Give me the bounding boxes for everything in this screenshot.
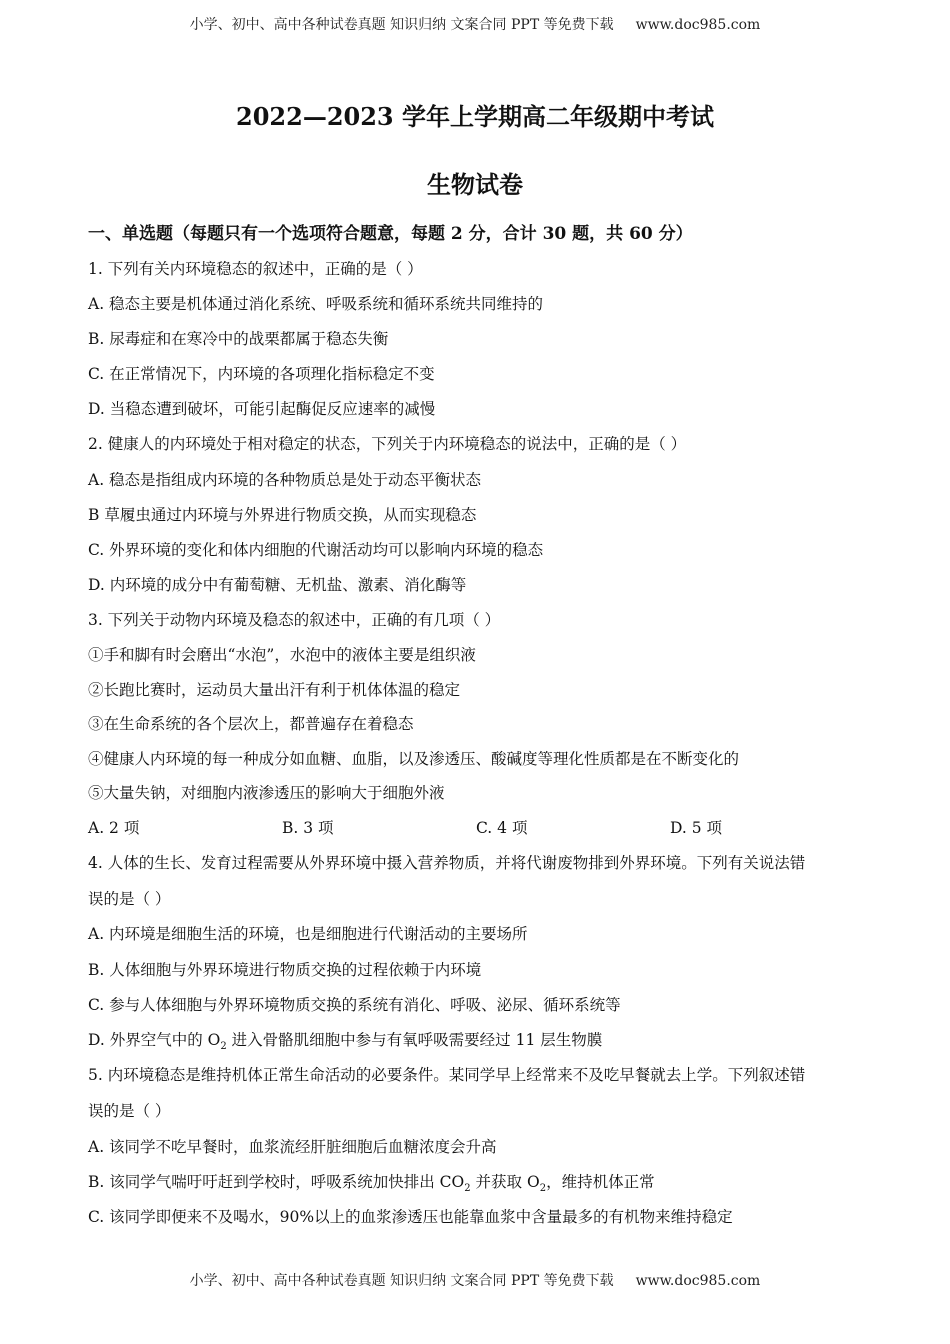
question-2-option-c: C. 外界环境的变化和体内细胞的代谢活动均可以影响内环境的稳态 bbox=[88, 541, 544, 559]
question-5-stem-line-2: 误的是（ ） bbox=[88, 1102, 171, 1120]
question-4-option-d-text-2: 进入骨骼肌细胞中参与有氧呼吸需要经过 11 层生物膜 bbox=[226, 1031, 603, 1049]
question-5-option-b bbox=[88, 1170, 655, 1194]
question-4-stem-line-2: 误的是（ ） bbox=[88, 890, 171, 908]
section-heading: 一、单选题（每题只有一个选项符合题意，每题 2 分，合计 30 题，共 60 分） bbox=[88, 224, 693, 244]
question-4-stem-line-1: 4. 人体的生长、发育过程需要从外界环境中摄入营养物质，并将代谢废物排到外界环境。下列有关说法错 bbox=[88, 854, 806, 872]
footer-site-link[interactable]: www.doc985.com bbox=[635, 1273, 761, 1289]
page-header bbox=[0, 14, 950, 34]
question-3-statement-3: ③在生命系统的各个层次上，都普遍存在着稳态 bbox=[88, 715, 414, 733]
question-3-statement-5: ⑤大量失钠，对细胞内液渗透压的影响大于细胞外液 bbox=[88, 784, 445, 802]
exam-title: 2022—2023 学年上学期高二年级期中考试 bbox=[236, 102, 714, 131]
question-5-option-a: A. 该同学不吃早餐时，血浆流经肝脏细胞后血糖浓度会升高 bbox=[88, 1138, 497, 1156]
question-1-stem: 1. 下列有关内环境稳态的叙述中，正确的是（ ） bbox=[88, 260, 423, 278]
question-2-option-b: B 草履虫通过内环境与外界进行物质交换，从而实现稳态 bbox=[88, 506, 477, 524]
question-3-statement-4: ④健康人内环境的每一种成分如血糖、血脂，以及渗透压、酸碱度等理化性质都是在不断变化的 bbox=[88, 750, 740, 768]
question-4-option-d-subscript: 2 bbox=[220, 1041, 227, 1053]
question-3-stem: 3. 下列关于动物内环境及稳态的叙述中，正确的有几项（ ） bbox=[88, 611, 501, 629]
question-3-option-c: C. 4 项 bbox=[476, 819, 528, 837]
question-2-option-d: D. 内环境的成分中有葡萄糖、无机盐、激素、消化酶等 bbox=[88, 576, 467, 594]
question-3-option-b: B. 3 项 bbox=[282, 819, 334, 837]
header-site-link[interactable]: www.doc985.com bbox=[635, 17, 761, 33]
question-1-option-a: A. 稳态主要是机体通过消化系统、呼吸系统和循环系统共同维持的 bbox=[88, 295, 544, 313]
question-4-option-d-text-1: D. 外界空气中的 O bbox=[88, 1031, 221, 1049]
exam-subtitle: 生物试卷 bbox=[427, 170, 523, 199]
question-2-stem: 2. 健康人的内环境处于相对稳定的状态，下列关于内环境稳态的说法中，正确的是（ ） bbox=[88, 435, 687, 453]
question-4-option-c: C. 参与人体细胞与外界环境物质交换的系统有消化、呼吸、泌尿、循环系统等 bbox=[88, 996, 621, 1014]
question-1-option-b: B. 尿毒症和在寒冷中的战栗都属于稳态失衡 bbox=[88, 330, 389, 348]
question-5-option-b-text-2: 并获取 O bbox=[470, 1173, 540, 1191]
footer-text: 小学、初中、高中各种试卷真题 知识归纳 文案合同 PPT 等免费下载 bbox=[189, 1273, 614, 1289]
question-5-option-b-text-3: ，维持机体正常 bbox=[546, 1173, 655, 1191]
question-4-option-b: B. 人体细胞与外界环境进行物质交换的过程依赖于内环境 bbox=[88, 961, 482, 979]
question-3-option-d: D. 5 项 bbox=[670, 819, 723, 837]
question-1-option-c: C. 在正常情况下，内环境的各项理化指标稳定不变 bbox=[88, 365, 435, 383]
question-3-statement-1: ①手和脚有时会磨出“水泡”，水泡中的液体主要是组织液 bbox=[88, 646, 476, 664]
question-5-stem-line-1: 5. 内环境稳态是维持机体正常生命活动的必要条件。某同学早上经常来不及吃早餐就去上学。下列叙述错 bbox=[88, 1066, 806, 1084]
question-5-option-b-subscript-2: 2 bbox=[539, 1183, 547, 1195]
question-2-option-a: A. 稳态是指组成内环境的各种物质总是处于动态平衡状态 bbox=[88, 471, 482, 489]
question-1-option-d: D. 当稳态遭到破坏，可能引起酶促反应速率的减慢 bbox=[88, 400, 436, 418]
question-3-option-a: A. 2 项 bbox=[88, 819, 140, 837]
question-5-option-c: C. 该同学即便来不及喝水，90%以上的血浆渗透压也能靠血浆中含量最多的有机物来维持稳定 bbox=[88, 1208, 733, 1226]
question-5-option-b-text-1: B. 该同学气喘吁吁赶到学校时，呼吸系统加快排出 CO bbox=[88, 1173, 465, 1191]
header-text: 小学、初中、高中各种试卷真题 知识归纳 文案合同 PPT 等免费下载 bbox=[189, 17, 614, 33]
question-5-option-b-subscript-1: 2 bbox=[464, 1183, 471, 1195]
page-footer bbox=[0, 1270, 950, 1290]
question-4-option-a: A. 内环境是细胞生活的环境，也是细胞进行代谢活动的主要场所 bbox=[88, 925, 528, 943]
question-4-option-d bbox=[88, 1028, 602, 1052]
question-3-statement-2: ②长跑比赛时，运动员大量出汗有利于机体体温的稳定 bbox=[88, 681, 461, 699]
